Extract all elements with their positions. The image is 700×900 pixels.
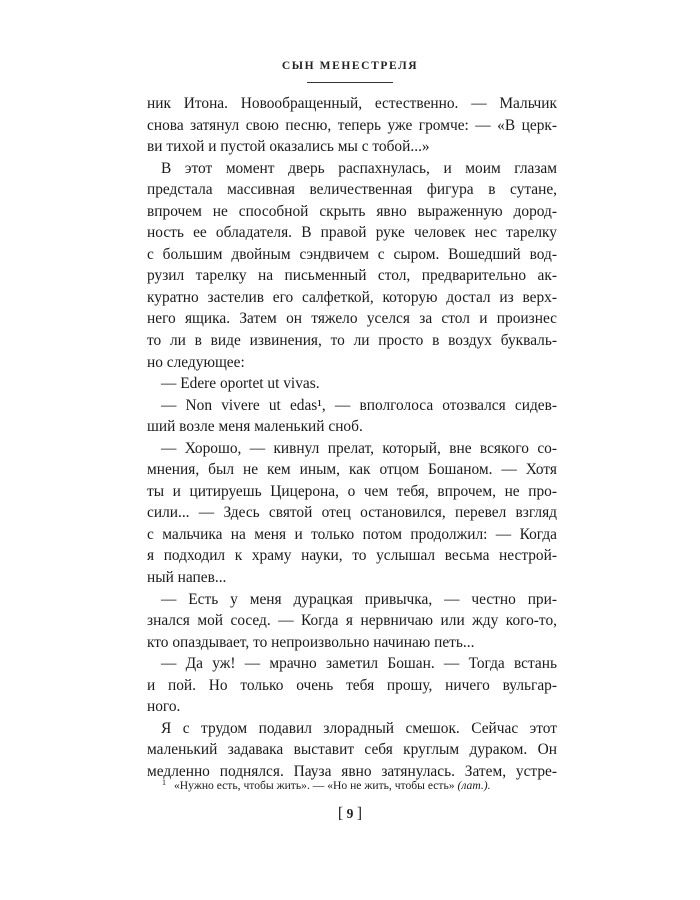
text-line: то ли в виде извинения, то ли просто в воздух букваль-	[147, 332, 557, 350]
text-line: ность ее обладателя. В правой руке человек нес тарелку	[147, 224, 557, 242]
text-line: мнения, был не кем иным, как отцом Бошаном. — Хотя	[147, 461, 557, 479]
text-line: ный напев...	[147, 569, 227, 587]
page-number-value: 9	[346, 806, 354, 821]
text-line: ви тихой и пустой оказались мы с тобой...»	[147, 138, 430, 156]
text-line: него ящика. Затем он тяжело уселся за стол и произнес	[147, 310, 557, 328]
page-number	[0, 805, 700, 823]
text-line: ник Итона. Новообращенный, естественно. — Мальчик	[147, 95, 557, 112]
text-line: — Есть у меня дурацкая привычка, — честно при-	[161, 590, 557, 608]
text-line: маленький задавака выставит себя круглым дураком. Он	[147, 741, 557, 759]
text-line: предстала массивная величественная фигура в сутане,	[147, 181, 557, 199]
text-line: рузил тарелку на письменный стол, предварительно ак-	[147, 267, 557, 285]
text-line: — Хорошо, — кивнул прелат, который, вне всякого со-	[161, 439, 557, 457]
text-line: медленно поднялся. Пауза явно затянулась. Затем, устре-	[147, 762, 557, 780]
text-line: но следующее:	[147, 353, 245, 371]
text-line: — Edere oportet ut vivas.	[161, 375, 320, 393]
text-line: ты и цитируешь Цицерона, о чем тебя, впрочем, не про-	[147, 482, 557, 500]
text-line: я подходил к храму науки, то услышал весьма нестрой-	[147, 547, 557, 565]
body-text	[147, 93, 557, 783]
text-line: ший возле меня маленький сноб.	[147, 418, 363, 436]
text-line: — Non vivere ut edas¹, — вполголоса отозвался сидев-	[161, 396, 557, 414]
text-line: Я с трудом подавил злорадный смешок. Сейчас этот	[161, 719, 557, 737]
footnote-marker: 1	[162, 778, 166, 787]
running-head: СЫН МЕНЕСТРЕЛЯ	[281, 60, 419, 72]
text-line: В этот момент дверь распахнулась, и моим глазам	[161, 159, 557, 177]
text-line: впрочем не способной скрыть явно выраженную дород-	[147, 202, 557, 220]
footnote	[162, 775, 562, 794]
text-line: куратно застелив его салфеткой, которую достал из верх-	[147, 288, 557, 306]
footnote-block	[162, 775, 562, 794]
page-number-bracket-close: ]	[356, 805, 363, 822]
text-line: с мальчика на меня и только потом продолжил: — Когда	[147, 525, 557, 543]
page-number-bracket-open: [	[337, 805, 344, 822]
header-rule	[307, 82, 393, 83]
footnote-language: (лат.).	[457, 779, 491, 792]
text-line: кто опаздывает, то непроизвольно начинаю петь...	[147, 633, 475, 651]
text-line: — Да уж! — мрачно заметил Бошан. — Тогда встань	[161, 655, 557, 673]
text-line: и пой. Но только очень тебя прошу, ничего вульгар-	[147, 676, 557, 694]
text-line: с большим двойным сэндвичем с сыром. Вошедший вод-	[147, 245, 557, 263]
text-line: снова затянул свою песню, теперь уже громче: — «В церк-	[147, 116, 557, 134]
footnote-text: «Нужно есть, чтобы жить». — «Но не жить, чтобы есть»	[174, 779, 455, 792]
text-line: сили... — Здесь святой отец остановился, перевел взгляд	[147, 504, 557, 522]
text-line: ного.	[147, 698, 181, 716]
text-line: знался мой сосед. — Когда я нервничаю или жду кого-то,	[147, 612, 557, 630]
